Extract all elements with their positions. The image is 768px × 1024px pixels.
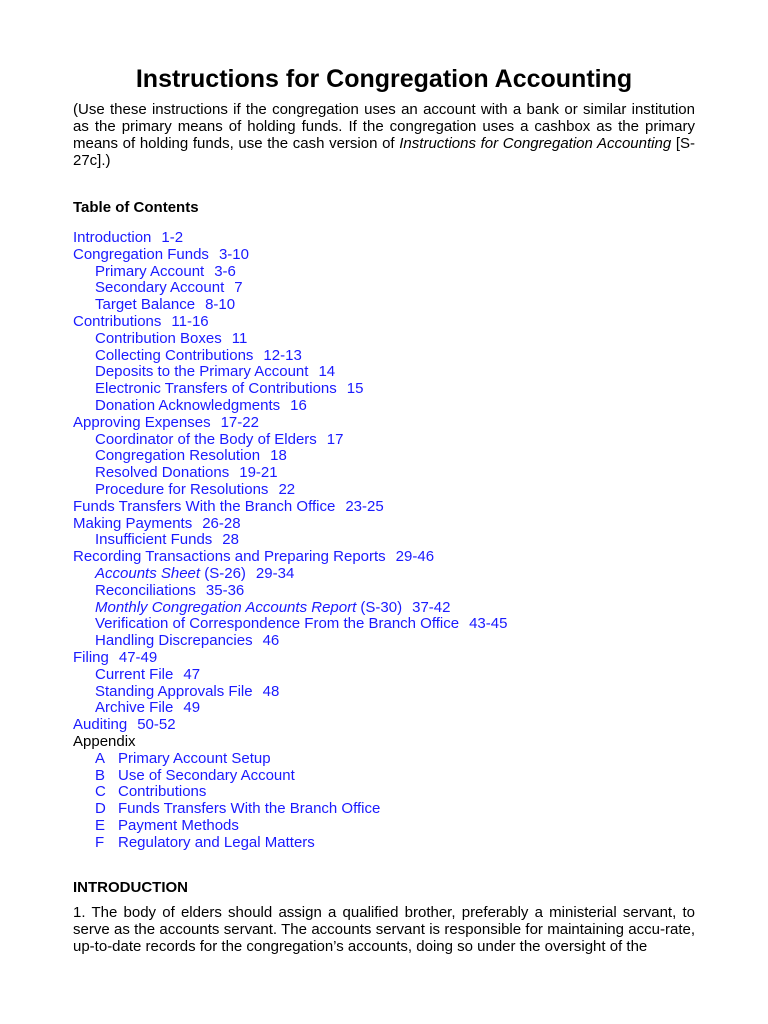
toc-entry-title: Filing <box>73 648 109 666</box>
toc-entry-link <box>73 733 136 750</box>
toc-entry-link[interactable] <box>73 414 211 431</box>
toc-entry-pages: 46 <box>262 632 280 650</box>
toc-entry-link[interactable] <box>95 481 268 498</box>
toc-entry-title: (S-26) <box>200 564 246 582</box>
toc-entry-pages: 35-36 <box>205 581 245 599</box>
toc-entry-title: Donation Acknowledgments <box>95 396 281 414</box>
toc-entry-link[interactable] <box>95 431 317 448</box>
toc-entry-pages: 11-16 <box>171 312 209 330</box>
toc-entry[interactable] <box>73 432 695 449</box>
toc-entry[interactable] <box>73 331 695 348</box>
toc-entry[interactable] <box>73 768 695 785</box>
toc-entry-link[interactable] <box>95 817 239 834</box>
toc-entry-letter: F <box>95 833 105 851</box>
toc-entry-pages: 29-46 <box>395 548 435 566</box>
toc-entry-link[interactable] <box>73 498 335 515</box>
toc-entry[interactable] <box>73 583 695 600</box>
toc-entry-title: Procedure for Resolutions <box>95 480 269 498</box>
toc-entry[interactable] <box>73 684 695 701</box>
toc-entry-pages: 7 <box>234 279 243 297</box>
toc-entry-pages: 49 <box>183 699 201 717</box>
toc-entry[interactable] <box>73 600 695 617</box>
toc-entry-pages: 18 <box>270 447 287 465</box>
toc-entry-link[interactable] <box>95 397 280 414</box>
toc-entry[interactable] <box>73 448 695 465</box>
toc-entry-link[interactable] <box>73 716 127 733</box>
toc-entry[interactable] <box>73 616 695 633</box>
toc-entry[interactable] <box>73 700 695 717</box>
toc-heading: Table of Contents <box>73 199 199 216</box>
toc-entry[interactable] <box>73 280 695 297</box>
toc-entry-link[interactable] <box>73 313 161 330</box>
toc-entry-link[interactable] <box>95 615 459 632</box>
toc-entry-letter: A <box>95 749 106 767</box>
toc-entry[interactable] <box>73 751 695 768</box>
toc-entry-letter: C <box>95 783 106 801</box>
intro-note-suffix: [S-27c].) <box>73 135 695 169</box>
toc-entry-pages: 8-10 <box>205 296 236 314</box>
toc-entry[interactable] <box>73 566 695 583</box>
toc-entry-title: (S-30) <box>356 598 403 616</box>
toc-entry-title: Congregation Resolution <box>95 447 261 465</box>
toc-entry[interactable] <box>73 835 695 852</box>
toc-entry-link[interactable] <box>95 263 204 280</box>
document-title: Instructions for Congregation Accounting <box>135 65 633 93</box>
toc-entry-link[interactable] <box>73 548 386 565</box>
toc-entry[interactable] <box>73 364 695 381</box>
toc-entry[interactable] <box>73 314 695 331</box>
intro-note-reference: Instructions for Congregation Accounting <box>399 135 672 152</box>
toc-entry-link[interactable] <box>95 447 260 464</box>
toc-entry[interactable] <box>73 381 695 398</box>
toc-entry[interactable] <box>73 415 695 432</box>
toc-entry-title: Auditing <box>73 716 128 734</box>
toc-entry[interactable] <box>73 633 695 650</box>
toc-entry-pages: 29-34 <box>255 564 295 582</box>
toc-entry-italic-title: Accounts Sheet <box>95 564 201 582</box>
toc-entry-title: Target Balance <box>95 296 196 314</box>
toc-entry-link[interactable] <box>95 531 212 548</box>
toc-entry-title: Primary Account <box>95 262 205 280</box>
toc-entry-title: Resolved Donations <box>95 464 230 482</box>
toc-entry[interactable] <box>73 348 695 365</box>
toc-entry-title: Verification of Correspondence From the Branch Office <box>95 615 460 633</box>
toc-entry-letter: D <box>95 800 106 818</box>
toc-entry-pages: 48 <box>262 682 280 700</box>
toc-entry-pages: 17 <box>326 430 344 448</box>
toc-entry-link[interactable] <box>73 649 109 666</box>
toc-entry-pages: 23-25 <box>345 497 384 515</box>
toc-entry-title: Approving Expenses <box>73 413 211 431</box>
toc-entry[interactable] <box>73 465 695 482</box>
toc-entry-title: Reconciliations <box>95 581 196 599</box>
toc-entry-pages: 12-13 <box>263 346 302 364</box>
toc-entry-link[interactable] <box>95 632 253 649</box>
introduction-heading: INTRODUCTION <box>73 879 188 897</box>
toc-entry[interactable] <box>73 717 695 734</box>
toc-entry-link[interactable] <box>95 683 253 700</box>
toc-entry-title: Primary Account Setup <box>118 749 271 767</box>
toc-entry[interactable] <box>73 499 695 516</box>
toc-entry-link[interactable] <box>95 464 229 481</box>
toc-entry-pages: 11 <box>231 329 248 347</box>
toc-entry-pages: 1-2 <box>161 229 184 246</box>
toc-entry-title: Electronic Transfers of Contributions <box>95 380 337 398</box>
toc-entry[interactable] <box>73 482 695 499</box>
toc-entry-title: Contribution Boxes <box>95 329 222 347</box>
toc-entry-letter: E <box>95 816 106 834</box>
toc-entry-link[interactable] <box>95 347 253 364</box>
intro-note-text: (Use these instructions if the congregation uses an account with a bank or similar institution as the primary means of holding funds. If the congregation uses a cashbox as the primary means of holding funds, use the cash version of <box>73 101 695 152</box>
toc-entry[interactable] <box>73 516 695 533</box>
toc-entry-link[interactable] <box>95 750 271 767</box>
toc-entry-link[interactable] <box>95 800 380 817</box>
toc-entry-link[interactable] <box>95 380 337 397</box>
toc-entry-link[interactable] <box>73 246 209 263</box>
toc-entry-title: Regulatory and Legal Matters <box>118 833 315 851</box>
table-of-contents <box>73 230 695 851</box>
toc-entry-title: Payment Methods <box>118 816 239 834</box>
toc-entry-pages: 17-22 <box>220 413 259 431</box>
toc-entry-link[interactable] <box>95 296 195 313</box>
toc-entry-title: Contributions <box>73 312 162 330</box>
toc-entry-pages: 50-52 <box>137 716 176 734</box>
toc-entry[interactable] <box>73 667 695 684</box>
toc-entry-pages: 47 <box>183 665 201 683</box>
toc-entry-link[interactable] <box>95 330 222 347</box>
toc-entry-title: Use of Secondary Account <box>118 766 295 784</box>
toc-entry[interactable] <box>73 297 695 314</box>
toc-section-label <box>73 734 695 751</box>
toc-entry[interactable] <box>73 230 695 247</box>
toc-entry-pages: 19-21 <box>239 464 278 482</box>
toc-entry-title: Insufficient Funds <box>95 531 213 549</box>
toc-entry-pages: 15 <box>346 380 364 398</box>
toc-entry-title: Handling Discrepancies <box>95 632 253 650</box>
toc-entry-pages: 3-10 <box>218 245 249 263</box>
toc-entry-link[interactable] <box>95 599 402 616</box>
toc-entry-pages: 14 <box>318 363 336 381</box>
toc-entry-link[interactable] <box>95 699 173 716</box>
toc-entry-link[interactable] <box>95 565 246 582</box>
toc-entry-italic-title: Monthly Congregation Accounts Report <box>95 598 357 616</box>
toc-entry-pages: 47-49 <box>118 648 158 666</box>
toc-entry-title: Introduction <box>73 229 152 246</box>
toc-entry-title: Collecting Contributions <box>95 346 254 364</box>
toc-entry-title: Coordinator of the Body of Elders <box>95 430 317 448</box>
toc-entry-title: Current File <box>95 665 174 683</box>
toc-entry-pages: 16 <box>290 396 307 414</box>
toc-entry-title: Contributions <box>118 783 207 801</box>
toc-entry[interactable] <box>73 247 695 264</box>
toc-entry-letter: B <box>95 766 106 784</box>
toc-entry-title: Congregation Funds <box>73 245 209 263</box>
toc-entry-title: Funds Transfers With the Branch Office <box>118 800 381 818</box>
toc-entry-pages: 37-42 <box>412 598 451 616</box>
toc-entry-link[interactable] <box>95 582 196 599</box>
toc-entry-link[interactable] <box>95 767 295 784</box>
toc-entry[interactable] <box>73 398 695 415</box>
toc-entry-pages: 43-45 <box>469 615 508 633</box>
toc-entry-link[interactable] <box>95 834 315 851</box>
toc-entry[interactable] <box>73 818 695 835</box>
intro-note <box>73 101 695 169</box>
toc-entry[interactable] <box>73 549 695 566</box>
toc-entry[interactable] <box>73 532 695 549</box>
toc-entry-title: Archive File <box>95 699 174 717</box>
toc-entry[interactable] <box>73 650 695 667</box>
toc-entry-title: Making Payments <box>73 514 193 532</box>
toc-entry-title: Deposits to the Primary Account <box>95 363 309 381</box>
toc-entry-link[interactable] <box>73 229 151 246</box>
toc-entry-pages: 3-6 <box>214 262 236 280</box>
toc-entry-link[interactable] <box>73 515 192 532</box>
toc-entry-title: Standing Approvals File <box>95 682 253 700</box>
toc-entry-pages: 22 <box>278 480 296 498</box>
toc-entry[interactable] <box>73 264 695 281</box>
toc-entry-link[interactable] <box>95 783 206 800</box>
toc-entry-pages: 28 <box>222 531 239 549</box>
toc-entry[interactable] <box>73 784 695 801</box>
toc-entry-pages: 26-28 <box>202 514 241 532</box>
toc-entry-title: Funds Transfers With the Branch Office <box>73 497 336 515</box>
introduction-paragraph: 1. The body of elders should assign a qualified brother, preferably a ministerial servant, to serve as the accounts servant. The accounts servant is responsible for maintaining accu-rate, up-to-date records for the congregation’s accounts, doing so under the oversight of the <box>73 904 695 956</box>
toc-entry-title: Recording Transactions and Preparing Reports <box>73 548 386 566</box>
toc-entry[interactable] <box>73 801 695 818</box>
toc-entry-link[interactable] <box>95 279 224 296</box>
toc-entry-link[interactable] <box>95 666 173 683</box>
toc-entry-link[interactable] <box>95 363 308 380</box>
toc-entry-title: Secondary Account <box>95 279 225 297</box>
toc-entry-title: Appendix <box>73 732 136 750</box>
